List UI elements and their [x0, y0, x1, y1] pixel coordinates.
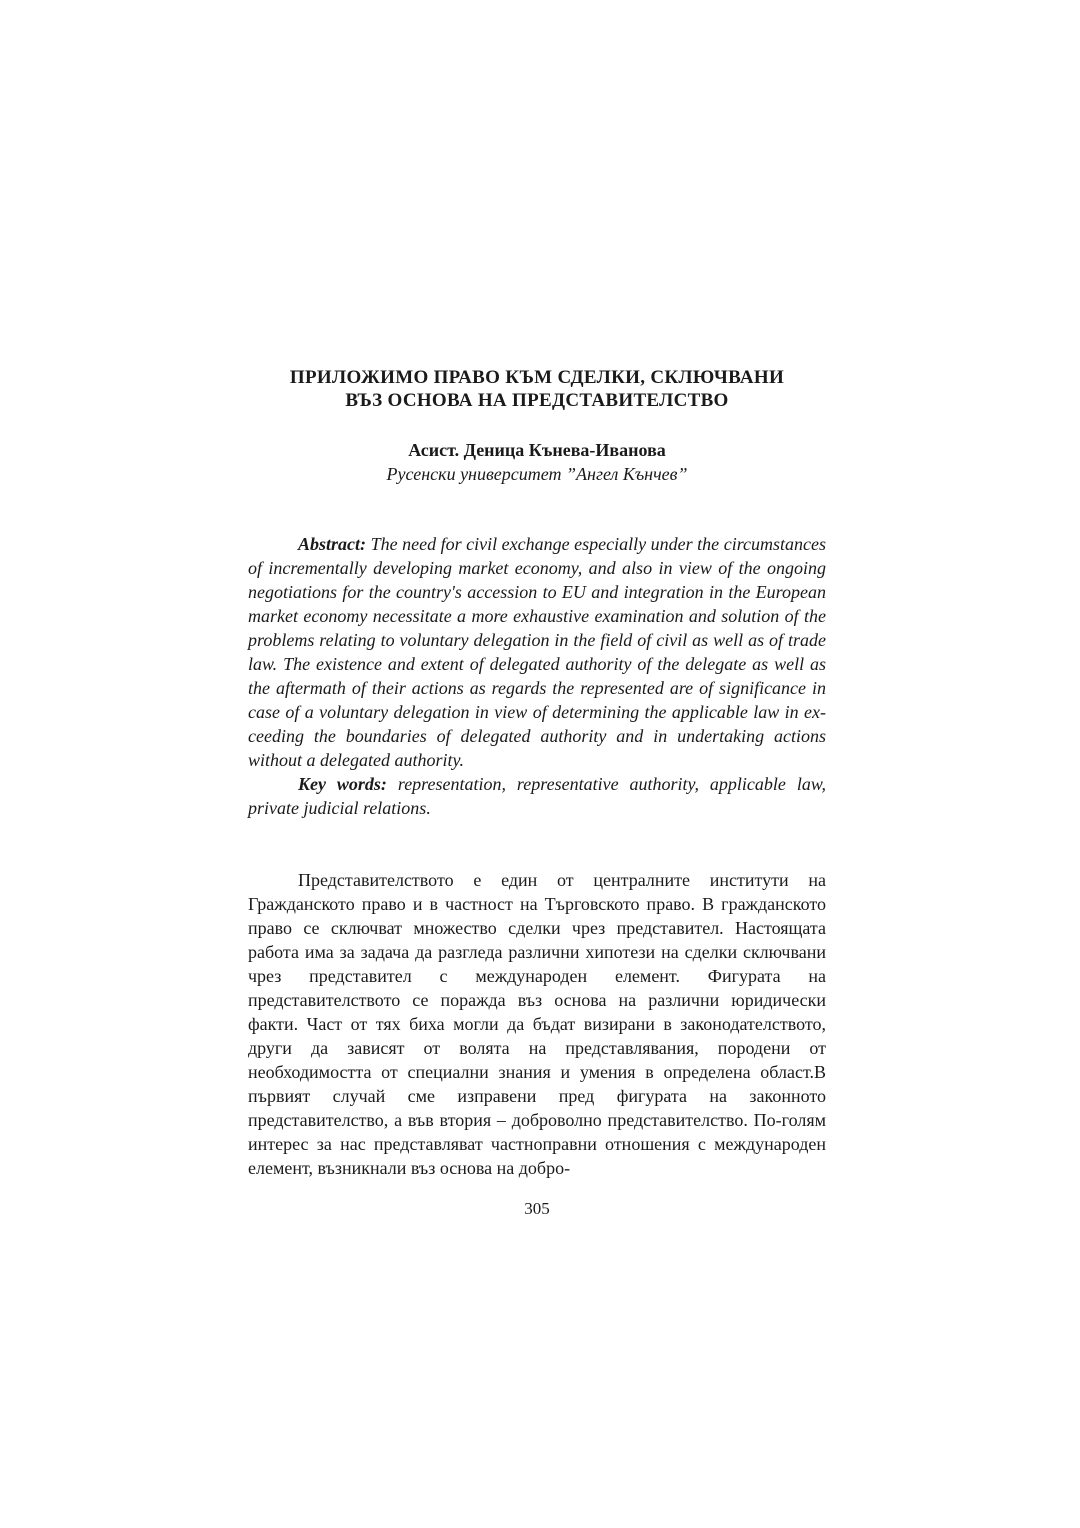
paper-title [248, 366, 826, 412]
abstract-text: The need for civil exchange especially under the circumstances of incrementally developing market economy, and also in view of the ongoing negotiations for the country's accession to EU and integration in the European market economy necessitate a more exhaustive examination and solution of the problems relating to voluntary delegation in the field of civil as well as of trade law. The existence and extent of delegated authority of the delegate as well as the aftermath of their actions as regards the represented are of significance in case of a voluntary delegation in view of determining the applicable law in exceeding the boundaries of delegated authority and in undertaking actions without a delegated authority. [248, 534, 827, 770]
keywords-text: representation, representative authority, applicable law, private judicial relations. [248, 774, 827, 818]
author-block [248, 438, 826, 486]
body-section [248, 868, 826, 1180]
page-number: 305 [524, 1199, 550, 1218]
abstract-paragraph [248, 532, 826, 772]
title-line-1: ПРИЛОЖИМО ПРАВО КЪМ СДЕЛКИ, СКЛЮЧВАНИ [289, 367, 785, 388]
body-paragraph: Представителството е един от централните институти на Гражданското право и в частност на Търговското право. В гражданското право се сключват множество сделки чрез представител. Настоящата работа има за задача да разгледа различни хипотези на сделки сключвани чрез представител с международен елемент. Фигурата на представителството се поражда въз основа на различни юридически факти. Част от тях биха могли да бъдат визирани в законодателството, други да зависят от волята на представлявания, породени от необходимостта от специални знания и умения в определена област.В първият случай сме изправени пред фигурата на законното представителство, а във втория – доброволно представителство. По-голям интерес за нас представляват частноправни отношения с международен елемент, възникнали въз основа на добро- [248, 870, 826, 1178]
title-line-2: ВЪЗ ОСНОВА НА ПРЕДСТАВИТЕЛСТВО [345, 390, 729, 411]
keywords-paragraph [248, 772, 826, 820]
author-affiliation: Русенски университет ”Ангел Кънчев” [386, 464, 688, 484]
abstract-section [248, 532, 826, 820]
abstract-label: Abstract: [298, 534, 367, 554]
keywords-label: Key words: [298, 774, 387, 794]
author-name: Асист. Деница Кънева-Иванова [408, 440, 666, 460]
